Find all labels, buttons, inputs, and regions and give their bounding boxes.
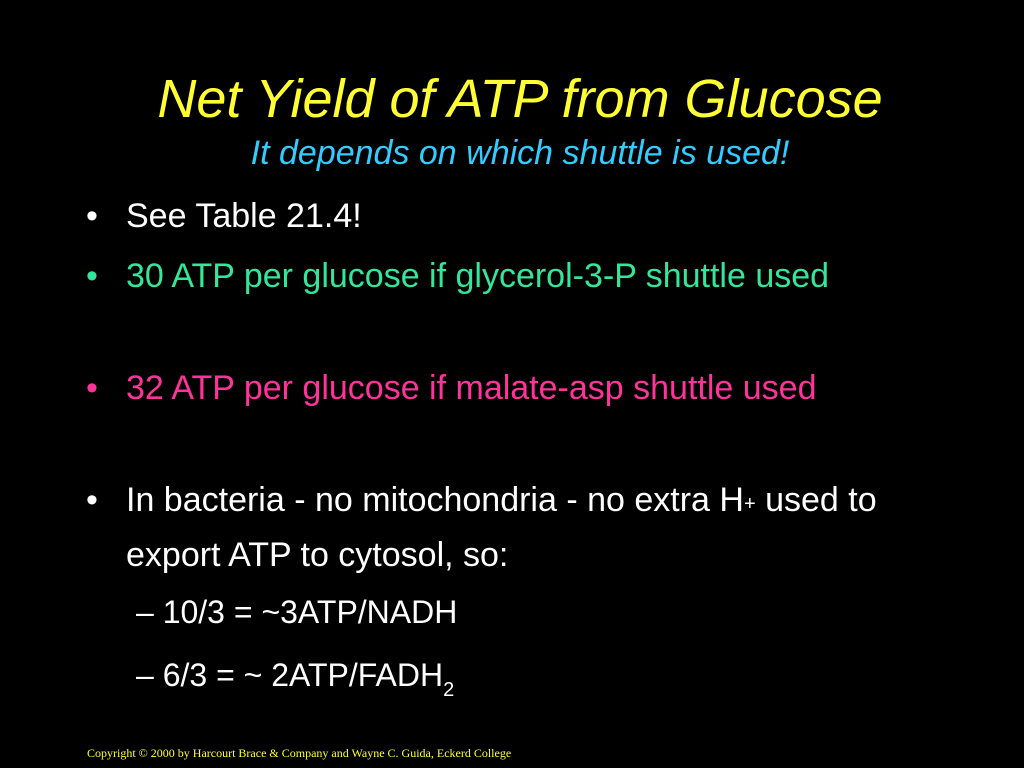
bullet-dot: • [86, 197, 98, 235]
subscript-2: 2 [443, 679, 455, 701]
superscript-plus: + [743, 493, 756, 515]
bullet-text: See Table 21.4! [126, 197, 362, 235]
sub-bullet-text: 10/3 = ~3ATP/NADH [162, 594, 458, 630]
bullet-dot: • [86, 369, 98, 407]
bullet-text [126, 473, 946, 583]
dash-marker: – [136, 594, 154, 630]
bullet-bacteria [86, 473, 946, 583]
copyright-footer: Copyright © 2000 by Harcourt Brace & Company and Wayne C. Guida, Eckerd College [87, 746, 512, 760]
bullet-dot: • [86, 257, 98, 295]
bullet-dot: • [86, 481, 98, 519]
slide-title: Net Yield of ATP from Glucose [157, 69, 883, 129]
dash-marker: – [136, 657, 154, 693]
bullet-glycerol-shuttle [86, 249, 946, 304]
bullet-text: 32 ATP per glucose if malate-asp shuttle used [126, 369, 817, 407]
slide-subtitle: It depends on which shuttle is used! [250, 134, 790, 172]
bullet-see-table [86, 189, 946, 244]
sub-bullet-text [162, 657, 455, 701]
bullet-text: 30 ATP per glucose if glycerol-3-P shuttle used [126, 257, 830, 295]
bullet-malate-shuttle [86, 361, 946, 416]
bullet-text-part: In bacteria - no mitochondria - no extra H [126, 481, 744, 519]
sub-bullet-fadh2 [136, 648, 454, 708]
bullet-text-part: used to export ATP to cytosol, so: [126, 481, 877, 574]
sub-bullet-text-part: 6/3 = ~ 2ATP/FADH [162, 657, 444, 693]
sub-bullet-nadh [136, 585, 457, 640]
